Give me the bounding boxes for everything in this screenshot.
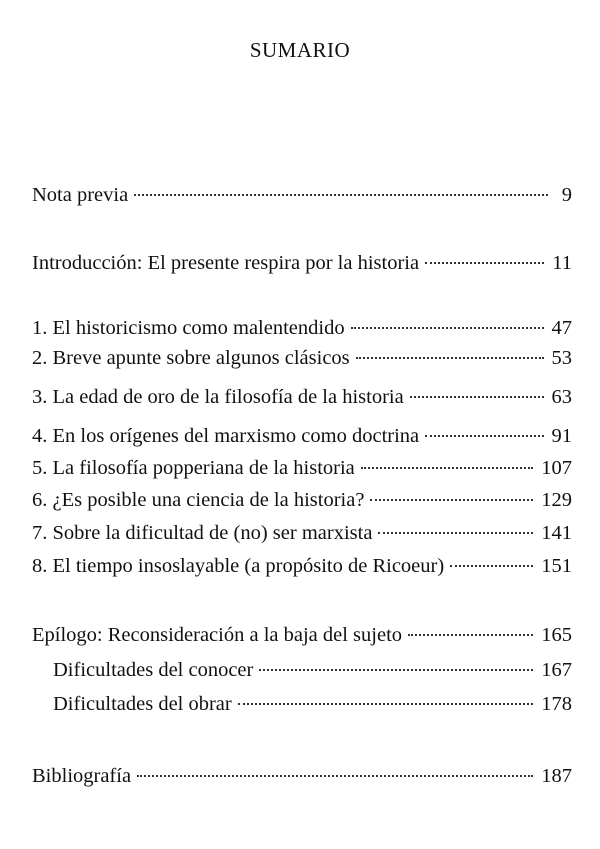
toc-entry-label: 7. Sobre la dificultad de (no) ser marxista <box>32 522 373 544</box>
toc-entry-label: 3. La edad de oro de la filosofía de la historia <box>32 386 404 408</box>
toc-entry-chapter-8[interactable] <box>32 552 572 580</box>
toc-entry-bibliografia[interactable] <box>32 762 572 790</box>
toc-entry-page: 11 <box>552 252 572 274</box>
toc-entry-page: 178 <box>541 693 572 715</box>
toc-entry-page: 63 <box>551 386 572 408</box>
toc-entry-chapter-5[interactable] <box>32 454 572 482</box>
toc-entry-chapter-6[interactable] <box>32 486 572 514</box>
toc-entry-nota-previa[interactable] <box>32 181 572 209</box>
toc-entry-epilogo[interactable] <box>32 621 572 649</box>
toc-entry-label: Epílogo: Reconsideración a la baja del sujeto <box>32 624 403 646</box>
toc-entry-label: Dificultades del conocer <box>53 659 254 681</box>
dot-leader <box>370 499 533 501</box>
toc-entry-chapter-1[interactable] <box>32 314 572 342</box>
toc-entry-chapter-7[interactable] <box>32 519 572 547</box>
dot-leader <box>408 634 533 636</box>
toc-entry-page: 129 <box>541 489 572 511</box>
toc-entry-label: Dificultades del obrar <box>53 693 232 715</box>
dot-leader <box>137 775 533 777</box>
toc-entry-label: Introducción: El presente respira por la historia <box>32 252 420 274</box>
dot-leader <box>361 467 533 469</box>
toc-entry-introduccion[interactable] <box>32 249 572 277</box>
dot-leader <box>410 396 544 398</box>
dot-leader <box>425 435 543 437</box>
toc-entry-page: 47 <box>551 317 572 339</box>
toc-entry-page: 187 <box>541 765 572 787</box>
toc-entry-chapter-2[interactable] <box>32 344 572 372</box>
toc-entry-dificultades-conocer[interactable] <box>53 656 572 684</box>
toc-entry-label: 1. El historicismo como malentendido <box>32 317 345 339</box>
dot-leader <box>259 669 533 671</box>
dot-leader <box>450 565 533 567</box>
dot-leader <box>425 262 544 264</box>
dot-leader <box>134 194 548 196</box>
toc-entry-page: 91 <box>551 425 572 447</box>
dot-leader <box>351 327 544 329</box>
toc-entry-chapter-3[interactable] <box>32 383 572 411</box>
toc-entry-chapter-4[interactable] <box>32 422 572 450</box>
toc-entry-page: 167 <box>541 659 572 681</box>
toc-entry-page: 165 <box>541 624 572 646</box>
dot-leader <box>238 703 534 705</box>
toc-entry-page: 107 <box>541 457 572 479</box>
toc-entry-label: 2. Breve apunte sobre algunos clásicos <box>32 347 350 369</box>
toc-entry-label: Bibliografía <box>32 765 132 787</box>
toc-entry-label: 8. El tiempo insoslayable (a propósito de Ricoeur) <box>32 555 445 577</box>
page-title: SUMARIO <box>249 38 351 62</box>
dot-leader <box>356 357 544 359</box>
dot-leader <box>378 532 533 534</box>
toc-entry-page: 53 <box>551 347 572 369</box>
toc-entry-label: 5. La filosofía popperiana de la historia <box>32 457 355 479</box>
toc-entry-page: 151 <box>541 555 572 577</box>
toc-entry-label: 6. ¿Es posible una ciencia de la historia? <box>32 489 365 511</box>
toc-entry-label: Nota previa <box>32 184 129 206</box>
toc-entry-page: 9 <box>561 184 572 206</box>
toc-entry-dificultades-obrar[interactable] <box>53 690 572 718</box>
toc-entry-label: 4. En los orígenes del marxismo como doctrina <box>32 425 420 447</box>
toc-entry-page: 141 <box>541 522 572 544</box>
